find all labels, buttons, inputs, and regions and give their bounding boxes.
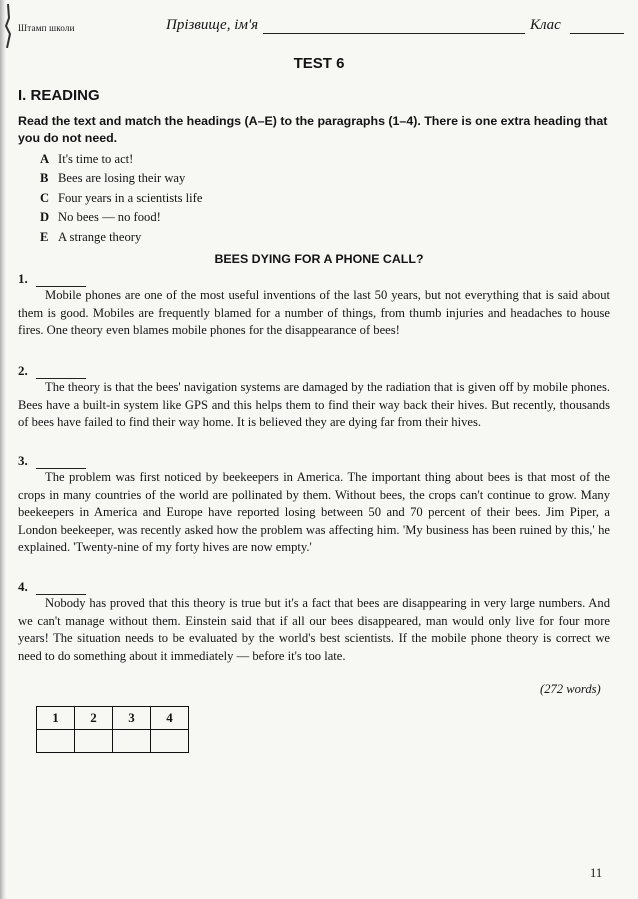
answer-cell-3[interactable] [113, 730, 151, 753]
heading-text: Four years in a scientists life [58, 190, 203, 205]
heading-letter: D [40, 210, 50, 225]
answer-table-header: 2 [75, 707, 113, 730]
paragraph-text: Nobody has proved that this theory is true but it's a fact that bees are disappearing in very large numbers. And we can't manage without them. Einstein said that if all our bees disappeared, man would only live for four more years! The situation needs to be evaluated by the world's best scientists. If the mobile phone theory is correct we need to do something about it immediately — before it's too late. [18, 596, 610, 663]
paragraph-text: The theory is that the bees' navigation systems are damaged by the radiation that is given off by mobile phones. Bees have a built-in system like GPS and this helps them to find their way back their hives. But recently, thousands of bees have failed to find their way home. It is believed they are dying far from their hives. [18, 380, 610, 430]
heading-text: It's time to act! [58, 152, 134, 166]
name-label: Прізвище, ім'я [166, 17, 259, 33]
paragraph-number-row [18, 270, 610, 287]
heading-item [40, 228, 600, 247]
class-label: Клас [530, 17, 561, 33]
headings-list [40, 150, 600, 247]
answer-cell-2[interactable] [75, 730, 113, 753]
paragraph-number: 1. [18, 271, 28, 286]
heading-item [40, 208, 600, 227]
answer-table-answer-row [37, 730, 189, 753]
paragraph-3 [18, 452, 610, 557]
answer-table-header-row [37, 707, 189, 730]
answer-cell-1[interactable] [37, 730, 75, 753]
answer-blank[interactable] [36, 582, 86, 595]
paragraph-4 [18, 578, 610, 665]
paragraph-1 [18, 270, 610, 340]
paragraph-number-row [18, 578, 610, 595]
answer-blank[interactable] [36, 366, 86, 379]
heading-text: No bees — no food! [58, 210, 161, 225]
test-title: TEST 6 [293, 55, 345, 72]
class-blank-line [570, 33, 624, 34]
heading-letter: B [40, 171, 49, 186]
page-header [18, 17, 613, 39]
paragraph-number: 2. [18, 363, 28, 378]
paragraph-text: Mobile phones are one of the most useful inventions of the last 50 years, but not everything that is said about them is good. Mobiles are frequently blamed for a number of things, from thumb injuries and headaches to house fires. One theory even blames mobile phones for the disappearance of bees! [18, 288, 610, 338]
answer-table-header: 4 [151, 707, 189, 730]
heading-text: A strange theory [58, 229, 142, 244]
answer-table [36, 706, 189, 753]
heading-text: Bees are losing their way [58, 171, 186, 186]
answer-blank[interactable] [36, 274, 86, 287]
paragraph-number: 4. [18, 579, 28, 594]
heading-letter: A [40, 152, 50, 166]
section-title: I. READING [18, 87, 100, 104]
heading-item [40, 169, 600, 188]
task-instructions: Read the text and match the headings (A–E) to the paragraphs (1–4). There is one extra heading that you do not need. [18, 114, 608, 145]
answer-blank[interactable] [36, 456, 86, 469]
school-stamp-label: Штамп школи [18, 23, 75, 33]
page-number: 11 [590, 866, 603, 880]
answer-cell-4[interactable] [151, 730, 189, 753]
paragraph-number-row [18, 452, 610, 469]
page-binding-shadow [0, 0, 6, 899]
name-blank-line [263, 33, 525, 34]
paragraph-number-row [18, 362, 610, 379]
paragraph-2 [18, 362, 610, 432]
paragraph-number: 3. [18, 453, 28, 468]
heading-item [40, 189, 600, 208]
heading-letter: E [40, 229, 49, 244]
heading-letter: C [40, 190, 50, 205]
answer-table-header: 1 [37, 707, 75, 730]
answer-table-header: 3 [113, 707, 151, 730]
heading-item [40, 150, 600, 169]
word-count: (272 words) [540, 682, 601, 696]
ink-mark [3, 4, 13, 48]
article-title: BEES DYING FOR A PHONE CALL? [214, 252, 424, 266]
paragraph-text: The problem was first noticed by beekeepers in America. The important thing about bees is that most of the crops in many countries of the world are pollinated by them. Without bees, the crops can't continue to grow. Many beekeepers in America and Europe have reported losing between 50 and 70 percent of their bees. Jim Piper, a London beekeeper, was recently asked how the problem was affecting him. 'My business has been ruined by this,' he explained. 'Twenty-nine of my forty hives are now empty.' [18, 470, 610, 555]
